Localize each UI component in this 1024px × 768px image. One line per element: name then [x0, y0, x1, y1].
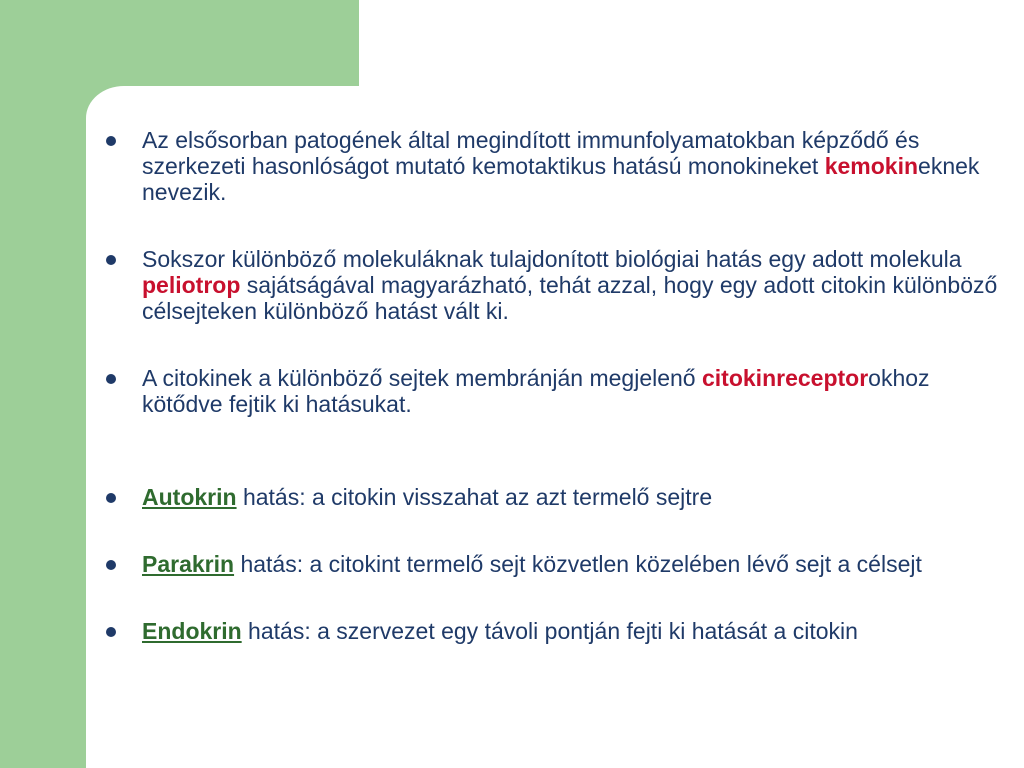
bullet-text: okhoz kötődve fejtik ki hatásukat.: [142, 365, 930, 417]
bullet-item-citokinreceptor: [100, 365, 1000, 417]
bullet-item-endokrin: [100, 618, 1000, 644]
highlight-term: peliotrop: [142, 272, 241, 298]
highlight-term: kemokin: [824, 153, 919, 179]
bullet-text: hatás: a citokin visszahat az azt termelő sejtre: [236, 484, 713, 510]
bullet-item-kemokin: [100, 127, 1000, 205]
bullet-dot-icon: [106, 627, 116, 637]
term-link-parakrin[interactable]: Parakrin: [142, 551, 235, 577]
bullet-text: Az elsősorban patogének által megindított immunfolyamatokban képződő és szerkezeti hasonlóságot mutató kemotaktikus hatású monokineket: [142, 127, 920, 179]
bullet-text: hatás: a szervezet egy távoli pontján fejti ki hatását a citokin: [241, 618, 858, 644]
bullet-item-parakrin: [100, 551, 1000, 577]
bullet-text: eknek nevezik.: [142, 153, 980, 205]
slide-content: [100, 127, 1000, 644]
bullet-dot-icon: [106, 374, 116, 384]
highlight-term: citokinreceptor: [702, 365, 869, 391]
term-link-endokrin[interactable]: Endokrin: [142, 618, 242, 644]
bullet-text: hatás: a citokint termelő sejt közvetlen közelében lévő sejt a célsejt: [234, 551, 922, 577]
term-link-autokrin[interactable]: Autokrin: [142, 484, 237, 510]
bullet-dot-icon: [106, 493, 116, 503]
bullet-text: Sokszor különböző molekuláknak tulajdonított biológiai hatás egy adott molekula: [142, 246, 962, 272]
decorative-left-band: [0, 0, 86, 768]
bullet-dot-icon: [106, 255, 116, 265]
bullet-list: [100, 127, 1000, 644]
bullet-item-autokrin: [100, 484, 1000, 510]
bullet-dot-icon: [106, 136, 116, 146]
bullet-text: sajátságával magyarázható, tehát azzal, hogy egy adott citokin különböző célsejteken különböző hatást vált ki.: [142, 272, 998, 324]
bullet-dot-icon: [106, 560, 116, 570]
bullet-item-peliotrop: [100, 246, 1000, 324]
bullet-text: A citokinek a különböző sejtek membránján megjelenő: [142, 365, 702, 391]
